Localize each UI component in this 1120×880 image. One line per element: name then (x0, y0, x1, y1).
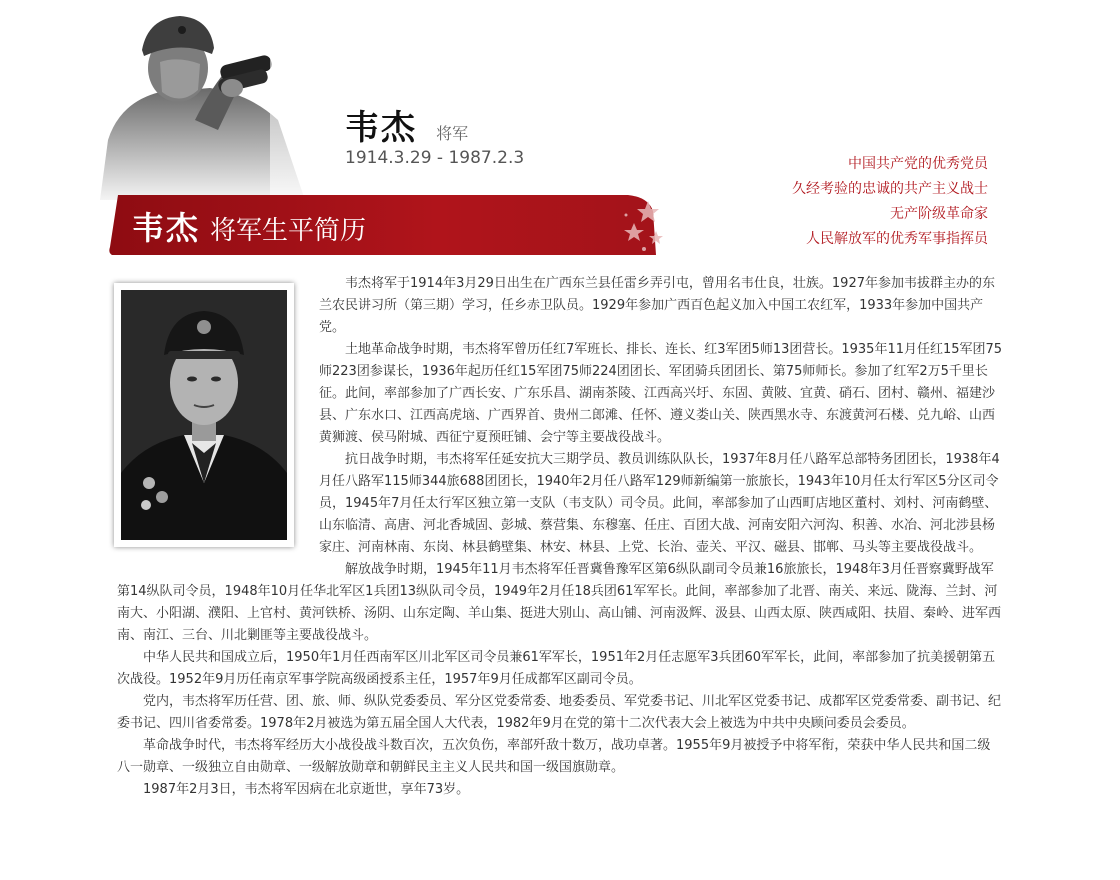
banner-subtitle: 将军生平简历 (210, 216, 367, 246)
life-dates: 1914.3.29 - 1987.2.3 (345, 148, 525, 168)
bio-paragraph: 土地革命战争时期，韦杰将军曾历任红7军班长、排长、连长、红3军团5师13团营长。1935年11月任红15军团75师223团参谋长，1936年起历任红15军团75师224团团长、军团骑兵团团长、第75师师长。参加了红军2万5千里长征。此间，率部参加了广西长安、广东乐昌、湖南茶陵、江西高兴圩、东固、黄陂、宜黄、硝石、团村、赣州、福建沙县、广东水口、江西高虎垴、广西界首、贵州二郎滩、任怀、遵义娄山关、陕西黑水寺、东渡黄河石楼、兑九峪、山西黄狮渡、侯马附城、西征宁夏预旺铺、会宁等主要战役战斗。 (319, 342, 1003, 445)
biography-text (117, 273, 1003, 801)
hero-portrait-binoculars (100, 10, 330, 200)
bio-paragraph: 1987年2月3日，韦杰将军因病在北京逝世，享年73岁。 (143, 782, 470, 797)
bio-paragraph: 中华人民共和国成立后，1950年1月任西南军区川北军区司令员兼61军军长，1951年2月任志愿军3兵团60军军长，此间，率部参加了抗美援朝第五次战役。1952年9月历任南京军事学院高级函授系主任，1957年9月任成都军区副司令员。 (117, 650, 996, 687)
bio-paragraph: 解放战争时期，1945年11月韦杰将军任晋冀鲁豫军区第6纵队副司令员兼16旅旅长，1948年3月任晋察冀野战军第14纵队司令员，1948年10月任华北军区1兵团13纵队司令员，1949年2月任18兵团61军军长。此间，率部参加了北晋、南关、来远、陇海、兰封、河南大、小阳湖、濮阳、上官村、黄河铁桥、汤阴、山东定陶、羊山集、挺进大别山、高山铺、河南汲辉、汲县、山西太原、陕西咸阳、扶眉、秦岭、进军西南、南江、三台、川北剿匪等主要战役战斗。 (117, 562, 1002, 643)
honor-line: 人民解放军的优秀军事指挥员 (806, 231, 988, 247)
bio-paragraph: 韦杰将军于1914年3月29日出生在广西东兰县任雷乡弄引屯，曾用名韦仕良，壮族。1927年参加韦拔群主办的东兰农民讲习所（第三期）学习，任乡赤卫队员。1929年参加广西百色起义加入中国工农红军，1933年参加中国共产党。 (319, 276, 995, 335)
general-name: 韦杰 (345, 108, 417, 148)
bio-paragraph: 革命战争时代，韦杰将军经历大小战役战斗数百次，五次负伤，率部歼敌十数万，战功卓著。1955年9月被授予中将军衔，荣获中华人民共和国二级八一勋章、一级独立自由勋章、一级解放勋章和朝鲜民主主义人民共和国一级国旗勋章。 (117, 738, 991, 775)
bio-paragraph: 抗日战争时期，韦杰将军任延安抗大三期学员、教员训练队队长，1937年8月任八路军总部特务团团长，1938年4月任八路军115师344旅688团团长，1940年2月任八路军129师新编第一旅旅长，1943年10月任太行军区5分区司令员，1945年7月任太行军区独立第一支队（韦支队）司令员。此间，率部参加了山西町店地区董村、刘村、河南鹤壁、山东临清、高唐、河北香城固、彭城、蔡营集、东穆塞、任庄、百团大战、河南安阳六河沟、积善、水冶、河北涉县杨家庄、河南林南、东岗、林县鹤壁集、林安、林县、上党、长治、壶关、平汉、磁县、邯郸、马头等主要战役战斗。 (319, 452, 1000, 555)
honor-line: 久经考验的忠诚的共产主义战士 (792, 181, 988, 197)
honor-line: 中国共产党的优秀党员 (848, 156, 988, 172)
honors-list (792, 152, 988, 252)
honor-line: 无产阶级革命家 (890, 206, 988, 222)
header-name-block (345, 100, 468, 149)
bio-paragraph: 党内，韦杰将军历任营、团、旅、师、纵队党委委员、军分区党委常委、地委委员、军党委书记、川北军区党委书记、成都军区党委常委、副书记、纪委书记、四川省委常委。1978年2月被选为第五届全国人大代表，1982年9月在党的第十二次代表大会上被选为中共中央顾问委员会委员。 (117, 694, 1002, 731)
banner-name: 韦杰 (132, 209, 201, 247)
banner-title (132, 203, 366, 249)
general-rank: 将军 (436, 124, 469, 143)
portrait-spacer (117, 273, 319, 561)
